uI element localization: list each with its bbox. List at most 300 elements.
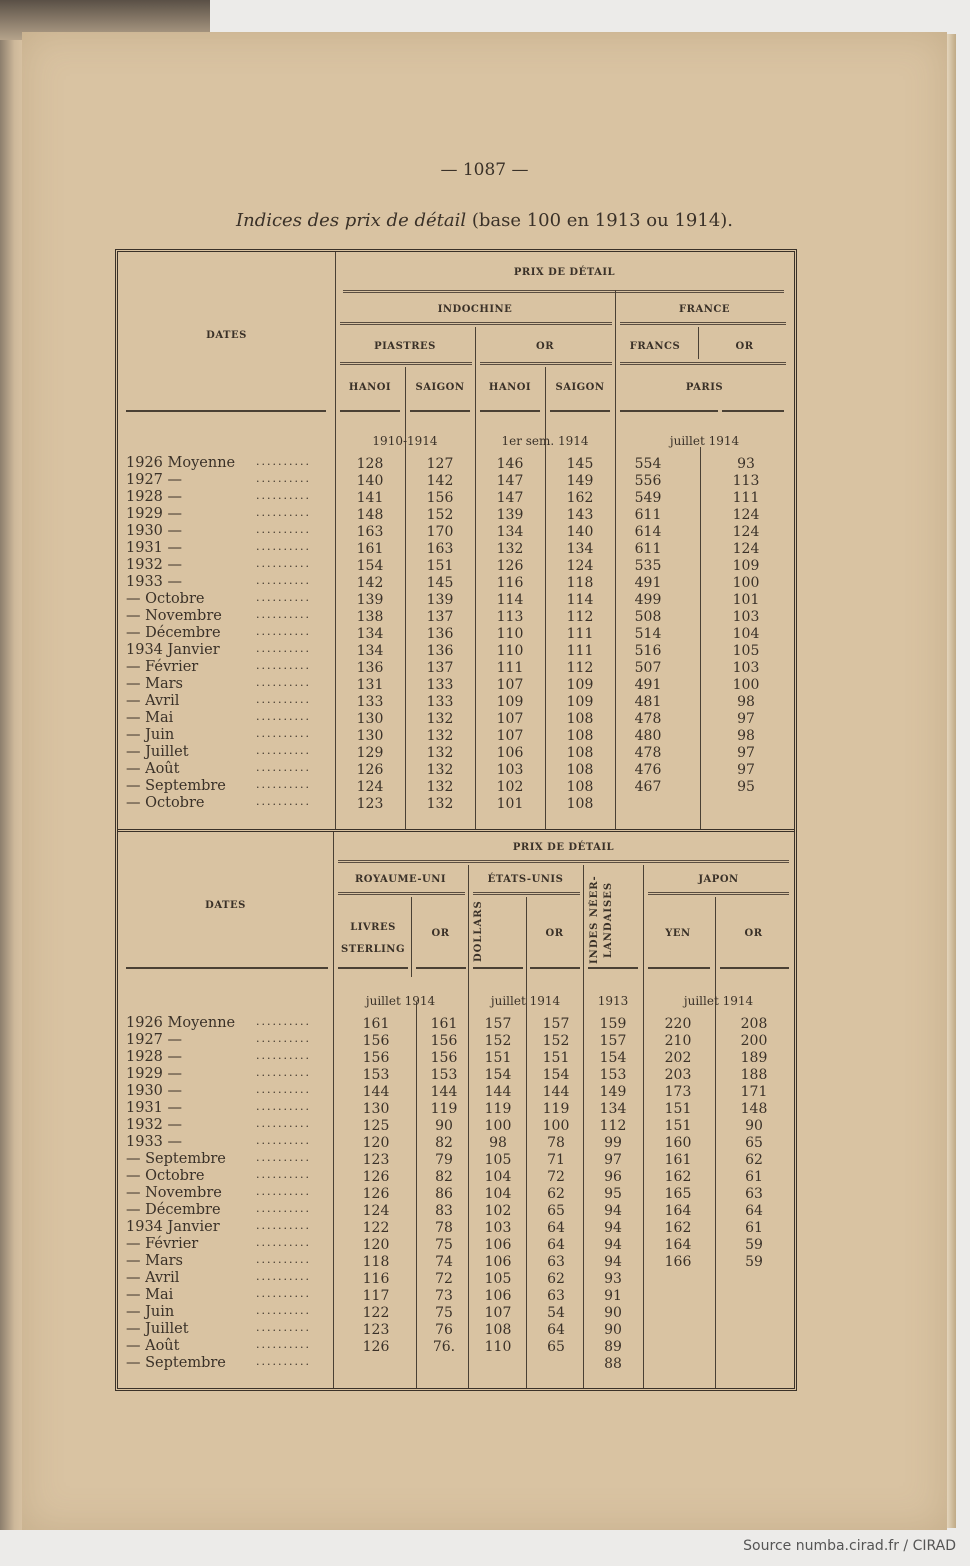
table-cell: 79 <box>435 1152 453 1168</box>
rule <box>720 967 789 969</box>
row-label <box>126 1151 311 1167</box>
table-cell: 103 <box>732 609 760 625</box>
row-label <box>126 489 311 505</box>
leader-dots: .......... <box>256 1117 311 1130</box>
table-cell: 132 <box>426 728 454 744</box>
table-cell: 62 <box>745 1152 763 1168</box>
table-cell: 101 <box>496 796 524 812</box>
row-label <box>126 1134 311 1150</box>
table-cell: 126 <box>356 762 384 778</box>
currency-or-france: OR <box>735 341 754 352</box>
row-label-text: — Décembre <box>126 1202 221 1218</box>
table-cell: 109 <box>566 677 594 693</box>
table-cell: 103 <box>732 660 760 676</box>
table-cell: 110 <box>496 626 524 642</box>
leader-dots: .......... <box>256 1338 311 1351</box>
col-divider <box>700 447 701 829</box>
table-cell: 467 <box>634 779 662 795</box>
table-cell: 119 <box>542 1101 570 1117</box>
table-cell: 72 <box>547 1169 565 1185</box>
row-label-text: — Mars <box>126 1253 183 1269</box>
leader-dots: .......... <box>256 1253 311 1266</box>
col-divider <box>615 290 616 829</box>
table-cell: 200 <box>740 1033 768 1049</box>
row-label <box>126 778 311 794</box>
group-header: PRIX DE DÉTAIL <box>513 267 616 278</box>
table-cell: 132 <box>496 541 524 557</box>
row-label-text: — Septembre <box>126 778 226 794</box>
table-cell: 98 <box>737 694 755 710</box>
table-cell: 93 <box>737 456 755 472</box>
row-label <box>126 727 311 743</box>
row-label-text: 1934 Janvier <box>126 1219 220 1235</box>
col-divider <box>698 327 699 359</box>
table-cell: 556 <box>634 473 662 489</box>
table-cell: 90 <box>745 1118 763 1134</box>
table-cell: 151 <box>542 1050 570 1066</box>
table-cell: 132 <box>426 711 454 727</box>
table-cell: 133 <box>426 677 454 693</box>
table-cell: 149 <box>599 1084 627 1100</box>
leader-dots: .......... <box>256 1355 311 1368</box>
leader-dots: .......... <box>256 727 311 740</box>
table-cell: 151 <box>484 1050 512 1066</box>
table-cell: 507 <box>634 660 662 676</box>
table-cell: 112 <box>566 660 594 676</box>
country-etats-unis: ÉTATS-UNIS <box>487 874 564 885</box>
table-cell: 124 <box>566 558 594 574</box>
row-label <box>126 1117 311 1133</box>
leader-dots: .......... <box>256 1219 311 1232</box>
row-label <box>126 1287 311 1303</box>
table-cell: 154 <box>356 558 384 574</box>
table-cell: 476 <box>634 762 662 778</box>
row-label-text: 1928 — <box>126 489 183 505</box>
row-label-text: 1930 — <box>126 523 183 539</box>
table-cell: 104 <box>484 1186 512 1202</box>
table-cell: 62 <box>547 1186 565 1202</box>
row-label-text: 1932 — <box>126 557 183 573</box>
table-cell: 188 <box>740 1067 768 1083</box>
row-label <box>126 693 311 709</box>
row-label-text: — Juillet <box>126 1321 189 1337</box>
table-cell: 108 <box>566 796 594 812</box>
row-label <box>126 625 311 641</box>
table-cell: 97 <box>604 1152 622 1168</box>
table-cell: 91 <box>604 1288 622 1304</box>
table-cell: 94 <box>604 1254 622 1270</box>
base-piastres: 1910-1914 <box>372 434 438 448</box>
leader-dots: .......... <box>256 489 311 502</box>
row-label-text: — Mars <box>126 676 183 692</box>
country-indes-neerlandaises: INDES NÉER-LANDAISES <box>589 875 614 964</box>
leader-dots: .......... <box>256 676 311 689</box>
table-cell: 130 <box>362 1101 390 1117</box>
table-cell: 148 <box>740 1101 768 1117</box>
table-cell: 154 <box>542 1067 570 1083</box>
row-label <box>126 1355 311 1371</box>
table-cell: 549 <box>634 490 662 506</box>
row-label <box>126 1236 311 1252</box>
table-cell: 148 <box>356 507 384 523</box>
table-cell: 140 <box>566 524 594 540</box>
row-label-text: 1934 Janvier <box>126 642 220 658</box>
table-cell: 139 <box>496 507 524 523</box>
table-cell: 122 <box>362 1220 390 1236</box>
table-cell: 97 <box>737 745 755 761</box>
rule <box>473 892 580 895</box>
row-label-text: 1933 — <box>126 1134 183 1150</box>
table-cell: 109 <box>732 558 760 574</box>
table-cell: 152 <box>484 1033 512 1049</box>
source-credit: Source numba.cirad.fr / CIRAD <box>743 1538 956 1554</box>
table-cell: 106 <box>496 745 524 761</box>
table-cell: 154 <box>599 1050 627 1066</box>
row-label-text: — Octobre <box>126 1168 205 1184</box>
table-cell: 83 <box>435 1203 453 1219</box>
table-cell: 94 <box>604 1220 622 1236</box>
row-label-text: — Novembre <box>126 1185 222 1201</box>
row-label-text: 1931 — <box>126 1100 183 1116</box>
city-hanoi-or: HANOI <box>488 382 532 393</box>
table-cell: 111 <box>566 626 594 642</box>
row-label <box>126 540 311 556</box>
row-label-text: — Août <box>126 1338 180 1354</box>
row-label <box>126 1066 311 1082</box>
table-cell: 491 <box>634 575 662 591</box>
row-label-text: 1928 — <box>126 1049 183 1065</box>
table-cell: 100 <box>542 1118 570 1134</box>
table-cell: 113 <box>496 609 524 625</box>
table-cell: 157 <box>484 1016 512 1032</box>
row-label <box>126 1049 311 1065</box>
table-cell: 61 <box>745 1169 763 1185</box>
city-paris: PARIS <box>685 382 724 393</box>
leader-dots: .......... <box>256 1321 311 1334</box>
table-cell: 116 <box>362 1271 390 1287</box>
table-cell: 152 <box>542 1033 570 1049</box>
rule <box>648 967 710 969</box>
table-cell: 86 <box>435 1186 453 1202</box>
table-cell: 63 <box>745 1186 763 1202</box>
table-cell: 124 <box>356 779 384 795</box>
table-cell: 108 <box>566 762 594 778</box>
table-cell: 90 <box>435 1118 453 1134</box>
country-indochine: INDOCHINE <box>437 304 513 315</box>
row-label-text: — Février <box>126 1236 199 1252</box>
table-cell: 203 <box>664 1067 692 1083</box>
table-cell: 514 <box>634 626 662 642</box>
leader-dots: .......... <box>256 1032 311 1045</box>
table-cell: 161 <box>362 1016 390 1032</box>
table-cell: 65 <box>745 1135 763 1151</box>
table-cell: 103 <box>496 762 524 778</box>
leader-dots: .......... <box>256 1151 311 1164</box>
table-cell: 107 <box>496 728 524 744</box>
table-cell: 124 <box>732 507 760 523</box>
table-cell: 147 <box>496 490 524 506</box>
leader-dots: .......... <box>256 1185 311 1198</box>
table-cell: 499 <box>634 592 662 608</box>
table-cell: 144 <box>542 1084 570 1100</box>
table-cell: 149 <box>566 473 594 489</box>
table-cell: 152 <box>426 507 454 523</box>
leader-dots: .......... <box>256 1066 311 1079</box>
table-cell: 108 <box>566 779 594 795</box>
table-cell: 136 <box>426 626 454 642</box>
col-divider <box>333 832 334 1388</box>
leader-dots: .......... <box>256 659 311 672</box>
table-cell: 144 <box>430 1084 458 1100</box>
table-cell: 170 <box>426 524 454 540</box>
table-cell: 611 <box>634 541 662 557</box>
table-cell: 161 <box>430 1016 458 1032</box>
table-cell: 142 <box>356 575 384 591</box>
table-cell: 161 <box>664 1152 692 1168</box>
leader-dots: .......... <box>256 1168 311 1181</box>
row-label-text: — Avril <box>126 1270 180 1286</box>
table-cell: 147 <box>496 473 524 489</box>
leader-dots: .......... <box>256 472 311 485</box>
table-cell: 133 <box>426 694 454 710</box>
table-cell: 154 <box>484 1067 512 1083</box>
row-label <box>126 744 311 760</box>
rule <box>620 322 786 325</box>
col-divider <box>416 1002 417 1388</box>
table-cell: 156 <box>430 1033 458 1049</box>
row-label <box>126 523 311 539</box>
row-label-text: 1926 Moyenne <box>126 455 236 471</box>
col-divider <box>475 327 476 829</box>
table-cell: 138 <box>356 609 384 625</box>
table-cell: 508 <box>634 609 662 625</box>
table-cell: 117 <box>362 1288 390 1304</box>
table-cell: 82 <box>435 1135 453 1151</box>
table-cell: 124 <box>732 541 760 557</box>
leader-dots: .......... <box>256 625 311 638</box>
rule <box>588 967 638 969</box>
table-cell: 64 <box>547 1237 565 1253</box>
row-label-text: — Novembre <box>126 608 222 624</box>
row-label-text: 1929 — <box>126 506 183 522</box>
table-cell: 122 <box>362 1305 390 1321</box>
row-label-text: — Septembre <box>126 1151 226 1167</box>
rule <box>338 967 408 969</box>
row-label <box>126 1100 311 1116</box>
row-label-text: — Septembre <box>126 1355 226 1371</box>
table-cell: 125 <box>362 1118 390 1134</box>
row-label <box>126 1321 311 1337</box>
currency-piastres: PIASTRES <box>374 341 436 352</box>
table-cell: 163 <box>426 541 454 557</box>
table-cell: 107 <box>484 1305 512 1321</box>
row-label <box>126 761 311 777</box>
table-cell: 107 <box>496 677 524 693</box>
table-cell: 110 <box>496 643 524 659</box>
table-cell: 90 <box>604 1305 622 1321</box>
table-cell: 614 <box>634 524 662 540</box>
leader-dots: .......... <box>256 1304 311 1317</box>
row-label <box>126 1015 311 1031</box>
row-label-text: — Juillet <box>126 744 189 760</box>
table-cell: 128 <box>356 456 384 472</box>
table-cell: 73 <box>435 1288 453 1304</box>
row-label <box>126 1185 311 1201</box>
city-hanoi: HANOI <box>348 382 392 393</box>
leader-dots: .......... <box>256 1134 311 1147</box>
table-cell: 106 <box>484 1254 512 1270</box>
currency-francs: FRANCS <box>629 341 681 352</box>
table-cell: 120 <box>362 1135 390 1151</box>
table-cell: 105 <box>484 1271 512 1287</box>
rule <box>530 967 580 969</box>
table-cell: 104 <box>732 626 760 642</box>
col-divider <box>335 252 336 829</box>
country-royaume-uni: ROYAUME-UNI <box>354 874 447 885</box>
table-cell: 132 <box>426 762 454 778</box>
table-cell: 105 <box>732 643 760 659</box>
table-cell: 111 <box>496 660 524 676</box>
currency-or-us: OR <box>545 928 564 939</box>
table-cell: 96 <box>604 1169 622 1185</box>
table-cell: 88 <box>604 1356 622 1372</box>
row-label-text: 1930 — <box>126 1083 183 1099</box>
table-cell: 132 <box>426 796 454 812</box>
table-cell: 95 <box>604 1186 622 1202</box>
row-label <box>126 1338 311 1354</box>
table-cell: 114 <box>496 592 524 608</box>
table-cell: 136 <box>426 643 454 659</box>
table-cell: 118 <box>566 575 594 591</box>
table-cell: 134 <box>599 1101 627 1117</box>
table-cell: 166 <box>664 1254 692 1270</box>
table-cell: 126 <box>362 1186 390 1202</box>
table-cell: 134 <box>566 541 594 557</box>
table-cell: 106 <box>484 1237 512 1253</box>
table-cell: 108 <box>484 1322 512 1338</box>
table-cell: 156 <box>362 1050 390 1066</box>
table-cell: 134 <box>496 524 524 540</box>
table-cell: 61 <box>745 1220 763 1236</box>
table-cell: 210 <box>664 1033 692 1049</box>
leader-dots: .......... <box>256 540 311 553</box>
leader-dots: .......... <box>256 744 311 757</box>
table-cell: 156 <box>362 1033 390 1049</box>
row-label <box>126 1219 311 1235</box>
table-cell: 78 <box>547 1135 565 1151</box>
table-cell: 162 <box>664 1220 692 1236</box>
table-cell: 130 <box>356 728 384 744</box>
table-cell: 480 <box>634 728 662 744</box>
table-cell: 153 <box>362 1067 390 1083</box>
currency-livres-sterling: LIVRES STERLING <box>341 922 405 955</box>
table-cell: 119 <box>484 1101 512 1117</box>
table-cell: 165 <box>664 1186 692 1202</box>
table-cell: 133 <box>356 694 384 710</box>
table-cell: 611 <box>634 507 662 523</box>
col-divider <box>715 897 716 1388</box>
row-label-text: — Juin <box>126 727 175 743</box>
table-cell: 109 <box>496 694 524 710</box>
table-cell: 131 <box>356 677 384 693</box>
table-cell: 108 <box>566 728 594 744</box>
table-cell: 160 <box>664 1135 692 1151</box>
table-cell: 111 <box>566 643 594 659</box>
table-cell: 478 <box>634 745 662 761</box>
row-label-text: — Octobre <box>126 591 205 607</box>
leader-dots: .......... <box>256 1083 311 1096</box>
table-cell: 106 <box>484 1288 512 1304</box>
rule <box>343 290 784 293</box>
table-cell: 76. <box>432 1339 456 1355</box>
table-cell: 63 <box>547 1254 565 1270</box>
base-royaume-uni: juillet 1914 <box>365 994 436 1008</box>
table-cell: 100 <box>484 1118 512 1134</box>
currency-or: OR <box>535 341 555 352</box>
leader-dots: .......... <box>256 1100 311 1113</box>
leader-dots: .......... <box>256 693 311 706</box>
base-etats-unis: juillet 1914 <box>490 994 561 1008</box>
base-or: 1er sem. 1914 <box>501 434 589 448</box>
table-cell: 65 <box>547 1339 565 1355</box>
table-cell: 481 <box>634 694 662 710</box>
left-page-edge <box>0 0 24 1530</box>
dates-rule <box>126 410 326 412</box>
table-cell: 143 <box>566 507 594 523</box>
table-cell: 156 <box>430 1050 458 1066</box>
row-label-text: 1931 — <box>126 540 183 556</box>
table-cell: 104 <box>484 1169 512 1185</box>
row-label-text: 1932 — <box>126 1117 183 1133</box>
row-label-text: — Décembre <box>126 625 221 641</box>
table-cell: 151 <box>664 1101 692 1117</box>
row-label-text: 1933 — <box>126 574 183 590</box>
leader-dots: .......... <box>256 1270 311 1283</box>
table-cell: 107 <box>496 711 524 727</box>
table-cell: 535 <box>634 558 662 574</box>
table-cell: 59 <box>745 1237 763 1253</box>
row-label-text: — Mai <box>126 710 174 726</box>
leader-dots: .......... <box>256 778 311 791</box>
table-cell: 119 <box>430 1101 458 1117</box>
currency-or-japon: OR <box>744 928 763 939</box>
table-cell: 137 <box>426 609 454 625</box>
table-cell: 108 <box>566 711 594 727</box>
table-cell: 157 <box>542 1016 570 1032</box>
row-label <box>126 1032 311 1048</box>
row-label-text: 1927 — <box>126 1032 183 1048</box>
title-plain: (base 100 en 1913 ou 1914). <box>471 210 734 231</box>
rule <box>480 410 540 412</box>
table-cell: 136 <box>356 660 384 676</box>
base-japon: juillet 1914 <box>683 994 754 1008</box>
row-label <box>126 1270 311 1286</box>
table-cell: 134 <box>356 643 384 659</box>
table-cell: 153 <box>599 1067 627 1083</box>
table-cell: 171 <box>740 1084 768 1100</box>
table-cell: 110 <box>484 1339 512 1355</box>
row-label <box>126 659 311 675</box>
table-cell: 164 <box>664 1237 692 1253</box>
base-france: juillet 1914 <box>669 434 740 448</box>
row-label-text: — Juin <box>126 1304 175 1320</box>
rule <box>620 410 718 412</box>
rule <box>473 967 523 969</box>
table-cell: 63 <box>547 1288 565 1304</box>
table-cell: 163 <box>356 524 384 540</box>
col-divider <box>411 897 412 977</box>
row-label <box>126 591 311 607</box>
